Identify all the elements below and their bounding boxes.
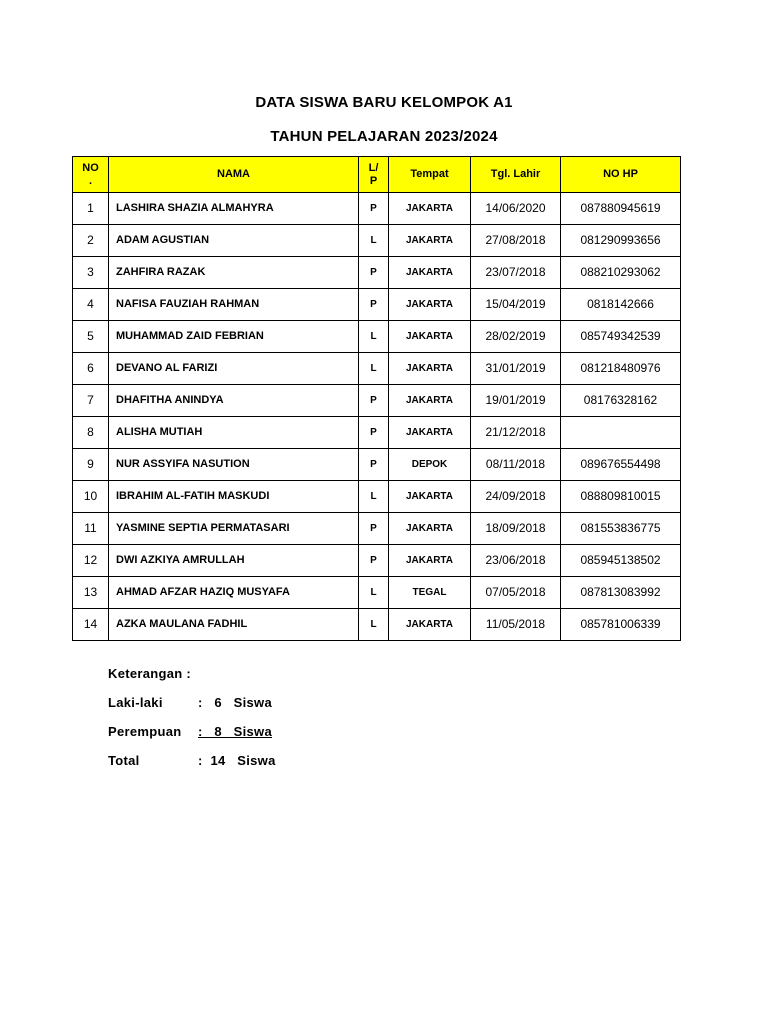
cell-tempat: JAKARTA <box>389 481 471 513</box>
cell-no: 8 <box>73 417 109 449</box>
cell-no-hp: 087880945619 <box>561 193 681 225</box>
cell-tempat: JAKARTA <box>389 417 471 449</box>
cell-no-hp: 087813083992 <box>561 577 681 609</box>
cell-no: 2 <box>73 225 109 257</box>
cell-lp: P <box>359 193 389 225</box>
table-row <box>73 353 681 385</box>
cell-no: 11 <box>73 513 109 545</box>
cell-tgl-lahir: 15/04/2019 <box>471 289 561 321</box>
cell-no: 13 <box>73 577 109 609</box>
cell-no-hp: 088210293062 <box>561 257 681 289</box>
cell-tgl-lahir: 24/09/2018 <box>471 481 561 513</box>
cell-tempat: JAKARTA <box>389 609 471 641</box>
cell-tempat: JAKARTA <box>389 225 471 257</box>
cell-no-hp: 08176328162 <box>561 385 681 417</box>
cell-lp: P <box>359 449 389 481</box>
note-perempuan-value: : 8 Siswa <box>198 724 272 739</box>
note-total-label: Total <box>108 753 140 768</box>
cell-tgl-lahir: 14/06/2020 <box>471 193 561 225</box>
table-header-row <box>73 157 681 193</box>
column-header-no-hp: NO HP <box>561 157 681 193</box>
cell-tgl-lahir: 23/07/2018 <box>471 257 561 289</box>
cell-lp: P <box>359 545 389 577</box>
note-laki-value: : 6 Siswa <box>198 695 272 710</box>
cell-nama: AZKA MAULANA FADHIL <box>109 609 359 641</box>
cell-tgl-lahir: 23/06/2018 <box>471 545 561 577</box>
cell-lp: L <box>359 577 389 609</box>
cell-tgl-lahir: 08/11/2018 <box>471 449 561 481</box>
cell-lp: L <box>359 321 389 353</box>
cell-lp: P <box>359 257 389 289</box>
column-header-no: NO . <box>73 157 109 193</box>
cell-no-hp: 0818142666 <box>561 289 681 321</box>
cell-nama: IBRAHIM AL-FATIH MASKUDI <box>109 481 359 513</box>
cell-lp: P <box>359 385 389 417</box>
cell-lp: L <box>359 609 389 641</box>
cell-tgl-lahir: 18/09/2018 <box>471 513 561 545</box>
note-total <box>108 753 276 782</box>
table-body <box>73 193 681 641</box>
column-header-tgl-lahir: Tgl. Lahir <box>471 157 561 193</box>
cell-tempat: JAKARTA <box>389 353 471 385</box>
cell-tempat: DEPOK <box>389 449 471 481</box>
table-row <box>73 225 681 257</box>
cell-nama: ZAHFIRA RAZAK <box>109 257 359 289</box>
cell-nama: MUHAMMAD ZAID FEBRIAN <box>109 321 359 353</box>
cell-lp: L <box>359 353 389 385</box>
cell-nama: ALISHA MUTIAH <box>109 417 359 449</box>
cell-nama: DHAFITHA ANINDYA <box>109 385 359 417</box>
cell-lp: P <box>359 417 389 449</box>
cell-nama: YASMINE SEPTIA PERMATASARI <box>109 513 359 545</box>
table-row <box>73 481 681 513</box>
cell-no: 7 <box>73 385 109 417</box>
note-laki-laki <box>108 695 276 724</box>
note-perempuan-label: Perempuan <box>108 724 182 739</box>
cell-tempat: JAKARTA <box>389 289 471 321</box>
table-row <box>73 577 681 609</box>
table-row <box>73 417 681 449</box>
cell-lp: P <box>359 513 389 545</box>
cell-no-hp: 085749342539 <box>561 321 681 353</box>
cell-tgl-lahir: 31/01/2019 <box>471 353 561 385</box>
cell-no-hp: 081218480976 <box>561 353 681 385</box>
student-table <box>72 156 681 641</box>
cell-nama: DWI AZKIYA AMRULLAH <box>109 545 359 577</box>
column-header-nama: NAMA <box>109 157 359 193</box>
cell-no: 1 <box>73 193 109 225</box>
cell-no-hp: 085945138502 <box>561 545 681 577</box>
cell-no: 12 <box>73 545 109 577</box>
note-perempuan <box>108 724 276 753</box>
note-laki-label: Laki-laki <box>108 695 163 710</box>
cell-no-hp <box>561 417 681 449</box>
notes-heading: Keterangan : <box>108 666 192 681</box>
column-header-lp: L/ P <box>359 157 389 193</box>
cell-tgl-lahir: 19/01/2019 <box>471 385 561 417</box>
table-row <box>73 289 681 321</box>
cell-no-hp: 081290993656 <box>561 225 681 257</box>
cell-tempat: TEGAL <box>389 577 471 609</box>
cell-no: 4 <box>73 289 109 321</box>
table-row <box>73 609 681 641</box>
cell-nama: DEVANO AL FARIZI <box>109 353 359 385</box>
column-header-tempat: Tempat <box>389 157 471 193</box>
cell-tgl-lahir: 27/08/2018 <box>471 225 561 257</box>
table-row <box>73 449 681 481</box>
notes-section <box>108 666 276 782</box>
cell-tgl-lahir: 11/05/2018 <box>471 609 561 641</box>
note-total-value: : 14 Siswa <box>198 753 276 768</box>
cell-no-hp: 088809810015 <box>561 481 681 513</box>
table-row <box>73 257 681 289</box>
cell-tgl-lahir: 07/05/2018 <box>471 577 561 609</box>
cell-no: 10 <box>73 481 109 513</box>
cell-tempat: JAKARTA <box>389 257 471 289</box>
cell-tempat: JAKARTA <box>389 545 471 577</box>
table-row <box>73 193 681 225</box>
cell-lp: L <box>359 481 389 513</box>
cell-tempat: JAKARTA <box>389 513 471 545</box>
page-title: DATA SISWA BARU KELOMPOK A1 <box>255 94 513 111</box>
cell-nama: AHMAD AFZAR HAZIQ MUSYAFA <box>109 577 359 609</box>
cell-tempat: JAKARTA <box>389 321 471 353</box>
cell-lp: L <box>359 225 389 257</box>
cell-tempat: JAKARTA <box>389 385 471 417</box>
cell-no: 3 <box>73 257 109 289</box>
cell-no: 5 <box>73 321 109 353</box>
cell-no: 14 <box>73 609 109 641</box>
cell-no-hp: 081553836775 <box>561 513 681 545</box>
cell-tgl-lahir: 21/12/2018 <box>471 417 561 449</box>
cell-no: 9 <box>73 449 109 481</box>
cell-no-hp: 085781006339 <box>561 609 681 641</box>
table-row <box>73 513 681 545</box>
cell-nama: LASHIRA SHAZIA ALMAHYRA <box>109 193 359 225</box>
table-row <box>73 385 681 417</box>
page-subtitle: TAHUN PELAJARAN 2023/2024 <box>270 128 498 145</box>
cell-nama: ADAM AGUSTIAN <box>109 225 359 257</box>
cell-lp: P <box>359 289 389 321</box>
cell-tempat: JAKARTA <box>389 193 471 225</box>
cell-nama: NUR ASSYIFA NASUTION <box>109 449 359 481</box>
cell-nama: NAFISA FAUZIAH RAHMAN <box>109 289 359 321</box>
cell-no: 6 <box>73 353 109 385</box>
table-row <box>73 545 681 577</box>
cell-no-hp: 089676554498 <box>561 449 681 481</box>
cell-tgl-lahir: 28/02/2019 <box>471 321 561 353</box>
table-row <box>73 321 681 353</box>
